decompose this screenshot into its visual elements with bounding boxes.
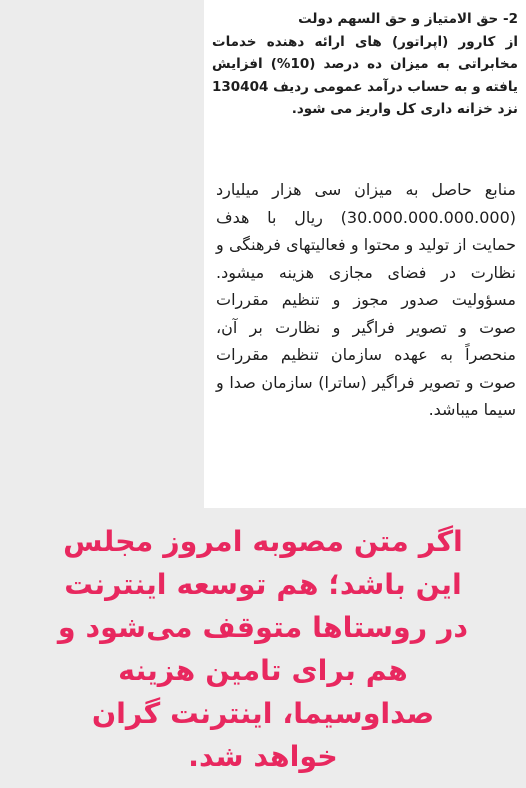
headline-line: هم برای تامین هزینه — [118, 654, 408, 687]
headline-line: این باشد؛ هم توسعه اینترنت — [64, 568, 462, 601]
headline-line: اگر متن مصوبه امروز مجلس — [63, 525, 463, 558]
headline-line: خواهد شد. — [188, 740, 338, 773]
section-title: 2- حق الامتیاز و حق السهم دولت — [298, 11, 518, 27]
headline-line: در روستاها متوقف می‌شود و — [57, 611, 469, 644]
regular-paragraph: منابع حاصل به میزان سی هزار میلیارد (30.000.000.000.000) ریال با هدف حمایت از تولید و محتوا و فعالیتهای فرهنگی و نظارت در فضای مجازی هزینه میشود. مسؤولیت صدور مجوز و تنظیم مقررات صوت و تصویر فراگیر و نظارت بر آن، منحصراً به عهده سازمان تنظیم مقررات صوت و تصویر فراگیر (ساترا) سازمان صدا و سیما میباشد. — [216, 180, 516, 419]
headline-overlay — [0, 520, 526, 778]
law-clause-bold — [212, 8, 518, 121]
law-clause-regular — [216, 176, 516, 424]
document-excerpt — [204, 0, 526, 508]
headline-line: صداوسیما، اینترنت گران — [91, 697, 435, 730]
bold-paragraph: از کارور (اپراتور) های ارائه دهنده خدمات مخابراتی به میزان ده درصد (10%) افزایش یافته و به حساب درآمد عمومی ردیف 130404 نزد خزانه داری کل واریز می شود. — [212, 33, 519, 117]
